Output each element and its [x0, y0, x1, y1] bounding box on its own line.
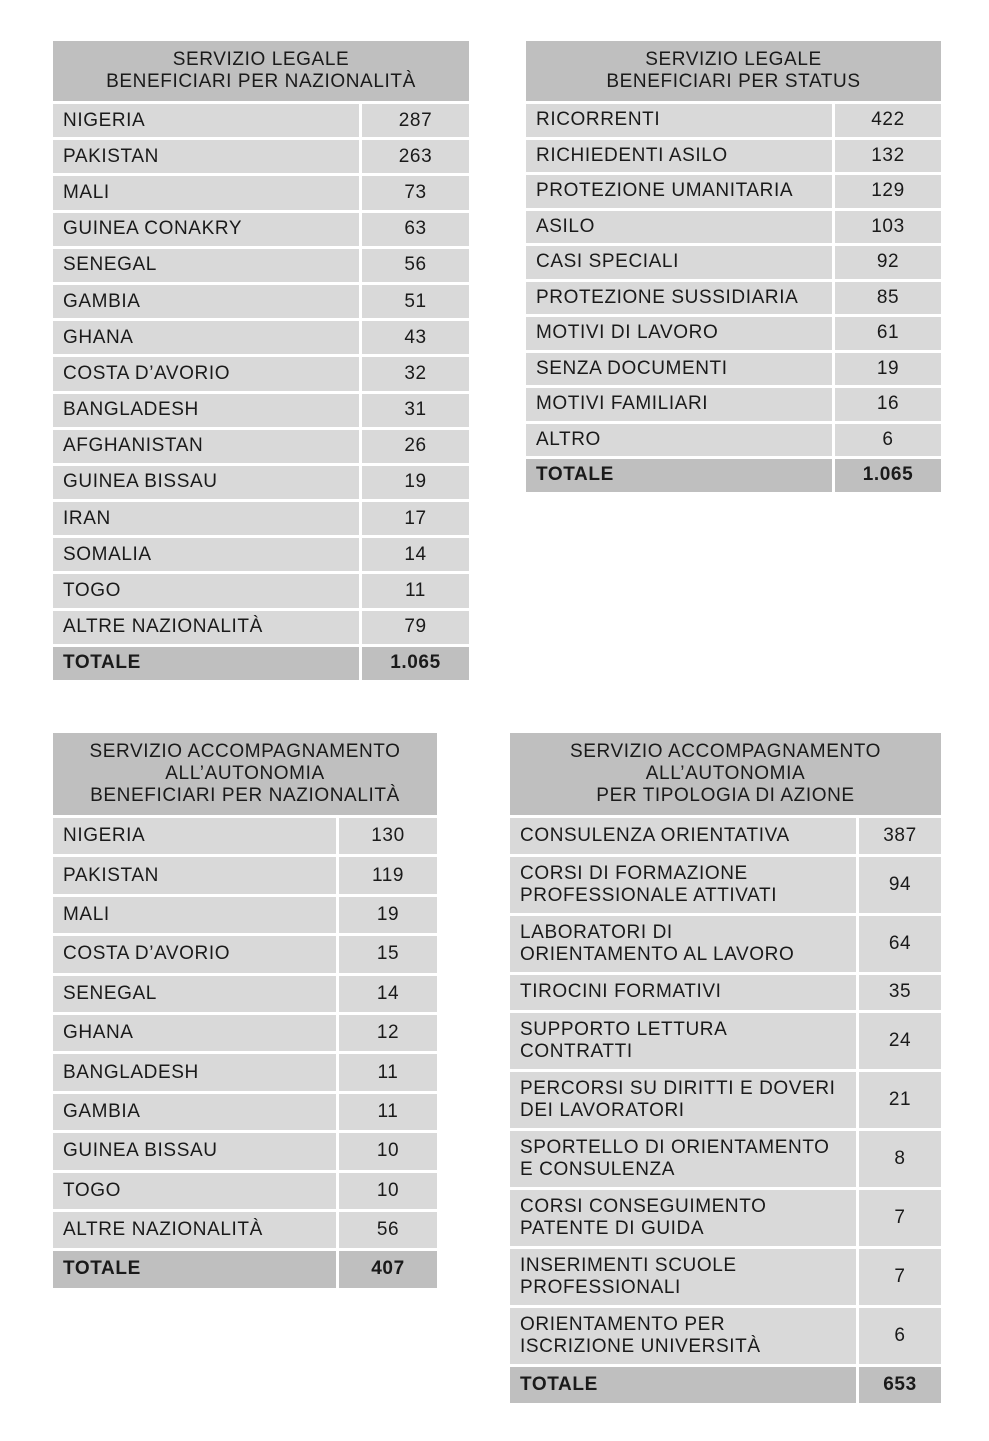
table-row — [510, 1308, 941, 1367]
row-value: 130 — [336, 818, 437, 857]
table-row — [53, 1173, 437, 1212]
text-line: SUPPORTO LETTURA — [520, 1019, 728, 1040]
row-label: MOTIVI FAMILIARI — [526, 388, 832, 424]
total-label: TOTALE — [526, 459, 832, 492]
row-label: SENZA DOCUMENTI — [526, 353, 832, 389]
row-value: 6 — [832, 424, 941, 460]
row-value: 10 — [336, 1133, 437, 1172]
row-value: 32 — [359, 357, 469, 393]
total-row — [510, 1367, 941, 1403]
table-row — [53, 574, 469, 610]
total-value: 653 — [856, 1367, 941, 1403]
row-label: COSTA D’AVORIO — [53, 357, 359, 393]
row-value: 92 — [832, 246, 941, 282]
table-row — [53, 249, 469, 285]
text-line: INSERIMENTI SCUOLE — [520, 1255, 737, 1276]
row-value: 7 — [856, 1249, 941, 1308]
table-row — [53, 936, 437, 975]
row-label: PROTEZIONE UMANITARIA — [526, 175, 832, 211]
row-value: 19 — [336, 897, 437, 936]
row-value: 14 — [359, 538, 469, 574]
total-value: 1.065 — [359, 647, 469, 680]
table-row — [526, 388, 941, 424]
total-label: TOTALE — [53, 647, 359, 680]
text-line: PATENTE DI GUIDA — [520, 1218, 705, 1239]
text-line: SERVIZIO LEGALE — [645, 49, 822, 70]
text-line: DEI LAVORATORI — [520, 1100, 685, 1121]
row-label — [510, 1072, 856, 1131]
table-row — [53, 1054, 437, 1093]
row-label: GUINEA BISSAU — [53, 466, 359, 502]
row-value: 14 — [336, 976, 437, 1015]
table-row — [510, 1013, 941, 1072]
row-label: PROTEZIONE SUSSIDIARIA — [526, 282, 832, 318]
total-row — [53, 647, 469, 680]
row-label — [510, 1013, 856, 1072]
row-label: ALTRO — [526, 424, 832, 460]
row-value: 26 — [359, 430, 469, 466]
row-label: NIGERIA — [53, 818, 336, 857]
text-line: BENEFICIARI PER STATUS — [606, 71, 861, 92]
table-row — [526, 211, 941, 247]
row-value: 132 — [832, 140, 941, 176]
text-line: ORIENTAMENTO PER — [520, 1314, 726, 1335]
row-label: ALTRE NAZIONALITÀ — [53, 1212, 336, 1251]
row-value: 61 — [832, 317, 941, 353]
text-line: SERVIZIO LEGALE — [172, 49, 350, 70]
row-label: GHANA — [53, 1015, 336, 1054]
table-row — [510, 975, 941, 1014]
text-line: ORIENTAMENTO AL LAVORO — [520, 943, 795, 965]
table-row — [526, 140, 941, 176]
row-value: 85 — [832, 282, 941, 318]
row-label: PAKISTAN — [53, 857, 336, 896]
text-line: SERVIZIO ACCOMPAGNAMENTO — [89, 741, 401, 762]
table-row — [53, 213, 469, 249]
row-label: ASILO — [526, 211, 832, 247]
row-label: RICORRENTI — [526, 104, 832, 140]
table-row — [526, 104, 941, 140]
row-value: 7 — [856, 1190, 941, 1249]
table-row — [526, 353, 941, 389]
row-value: 31 — [359, 394, 469, 430]
table-row — [53, 430, 469, 466]
table-row — [510, 1190, 941, 1249]
table-title — [53, 733, 437, 818]
row-label: GAMBIA — [53, 285, 359, 321]
row-value: 11 — [336, 1054, 437, 1093]
row-value: 6 — [856, 1308, 941, 1367]
table-row — [53, 394, 469, 430]
row-label: SENEGAL — [53, 249, 359, 285]
table-row — [53, 104, 469, 140]
table-title — [526, 41, 941, 104]
row-value: 43 — [359, 321, 469, 357]
text-line: CONSULENZA ORIENTATIVA — [520, 824, 790, 846]
row-label: ALTRE NAZIONALITÀ — [53, 611, 359, 647]
row-label: CASI SPECIALI — [526, 246, 832, 282]
table-row — [510, 1131, 941, 1190]
table-row — [53, 285, 469, 321]
row-value: 19 — [359, 466, 469, 502]
row-value: 94 — [856, 857, 941, 916]
row-value: 35 — [856, 975, 941, 1014]
total-value: 1.065 — [832, 459, 941, 492]
row-label — [510, 1190, 856, 1249]
row-label — [510, 818, 856, 857]
row-value: 103 — [832, 211, 941, 247]
text-line: ALL’AUTONOMIA — [645, 763, 806, 784]
table-legal-status — [526, 41, 941, 492]
row-value: 287 — [359, 104, 469, 140]
text-line: LABORATORI DI — [520, 921, 673, 943]
row-label: TOGO — [53, 1173, 336, 1212]
row-value: 63 — [359, 213, 469, 249]
row-label — [510, 857, 856, 916]
row-label: IRAN — [53, 502, 359, 538]
table-title — [53, 41, 469, 104]
row-label: SOMALIA — [53, 538, 359, 574]
row-value: 15 — [336, 936, 437, 975]
table-row — [510, 916, 941, 975]
total-label: TOTALE — [510, 1367, 856, 1403]
table-row — [510, 1072, 941, 1131]
text-line: BENEFICIARI PER NAZIONALITÀ — [90, 785, 400, 806]
row-value: 56 — [359, 249, 469, 285]
row-value: 422 — [832, 104, 941, 140]
row-label — [510, 1131, 856, 1190]
table-row — [526, 175, 941, 211]
table-autonomy-actions — [510, 733, 941, 1403]
row-value: 12 — [336, 1015, 437, 1054]
row-value: 17 — [359, 502, 469, 538]
table-row — [53, 976, 437, 1015]
row-label: COSTA D’AVORIO — [53, 936, 336, 975]
table-title — [510, 733, 941, 818]
row-value: 8 — [856, 1131, 941, 1190]
text-line: ISCRIZIONE UNIVERSITÀ — [520, 1336, 761, 1357]
total-row — [526, 459, 941, 492]
text-line: PERCORSI SU DIRITTI E DOVERI — [520, 1078, 836, 1099]
text-line: TIROCINI FORMATIVI — [520, 981, 722, 1003]
text-line: E CONSULENZA — [520, 1159, 676, 1180]
row-value: 64 — [856, 916, 941, 975]
row-label: AFGHANISTAN — [53, 430, 359, 466]
row-value: 263 — [359, 140, 469, 176]
text-line: BENEFICIARI PER NAZIONALITÀ — [106, 71, 416, 92]
text-line: SERVIZIO ACCOMPAGNAMENTO — [569, 741, 882, 762]
text-line: CORSI CONSEGUIMENTO — [520, 1196, 767, 1217]
row-label: GUINEA CONAKRY — [53, 213, 359, 249]
table-row — [510, 857, 941, 916]
row-label: SENEGAL — [53, 976, 336, 1015]
table-row — [53, 321, 469, 357]
table-row — [53, 818, 437, 857]
row-value: 21 — [856, 1072, 941, 1131]
table-row — [526, 246, 941, 282]
table-row — [53, 1015, 437, 1054]
table-row — [53, 176, 469, 212]
table-row — [53, 1133, 437, 1172]
row-label: MALI — [53, 176, 359, 212]
table-row — [526, 317, 941, 353]
table-row — [53, 1094, 437, 1133]
row-value: 11 — [359, 574, 469, 610]
row-value: 24 — [856, 1013, 941, 1072]
text-line: SPORTELLO DI ORIENTAMENTO — [520, 1137, 830, 1158]
row-value: 73 — [359, 176, 469, 212]
table-row — [53, 1212, 437, 1251]
table-row — [53, 140, 469, 176]
table-row — [53, 897, 437, 936]
table-row — [53, 466, 469, 502]
row-value: 16 — [832, 388, 941, 424]
row-label: PAKISTAN — [53, 140, 359, 176]
text-line: ALL’AUTONOMIA — [165, 763, 325, 784]
table-row — [53, 357, 469, 393]
row-label: GHANA — [53, 321, 359, 357]
text-line: CONTRATTI — [520, 1041, 633, 1062]
table-row — [510, 1249, 941, 1308]
table-row — [53, 502, 469, 538]
row-label: BANGLADESH — [53, 1054, 336, 1093]
total-value: 407 — [336, 1251, 437, 1287]
row-label: BANGLADESH — [53, 394, 359, 430]
row-label: RICHIEDENTI ASILO — [526, 140, 832, 176]
row-label: GUINEA BISSAU — [53, 1133, 336, 1172]
table-row — [526, 424, 941, 460]
row-value: 19 — [832, 353, 941, 389]
row-value: 79 — [359, 611, 469, 647]
row-value: 56 — [336, 1212, 437, 1251]
table-row — [526, 282, 941, 318]
total-row — [53, 1251, 437, 1287]
text-line: CORSI DI FORMAZIONE — [520, 862, 748, 884]
row-value: 11 — [336, 1094, 437, 1133]
table-row — [510, 818, 941, 857]
row-value: 51 — [359, 285, 469, 321]
row-value: 119 — [336, 857, 437, 896]
table-legal-nationality — [53, 41, 469, 680]
row-label: TOGO — [53, 574, 359, 610]
row-value: 129 — [832, 175, 941, 211]
row-value: 10 — [336, 1173, 437, 1212]
row-label — [510, 916, 856, 975]
row-label: NIGERIA — [53, 104, 359, 140]
table-row — [53, 538, 469, 574]
row-label — [510, 975, 856, 1014]
table-row — [53, 611, 469, 647]
text-line: PROFESSIONALI — [520, 1277, 681, 1298]
row-label — [510, 1308, 856, 1367]
row-label — [510, 1249, 856, 1308]
row-label: MALI — [53, 897, 336, 936]
text-line: PROFESSIONALE ATTIVATI — [520, 884, 778, 906]
row-label: MOTIVI DI LAVORO — [526, 317, 832, 353]
total-label: TOTALE — [53, 1251, 336, 1287]
table-row — [53, 857, 437, 896]
table-autonomy-nationality — [53, 733, 437, 1288]
text-line: PER TIPOLOGIA DI AZIONE — [596, 785, 855, 806]
row-label: GAMBIA — [53, 1094, 336, 1133]
row-value: 387 — [856, 818, 941, 857]
